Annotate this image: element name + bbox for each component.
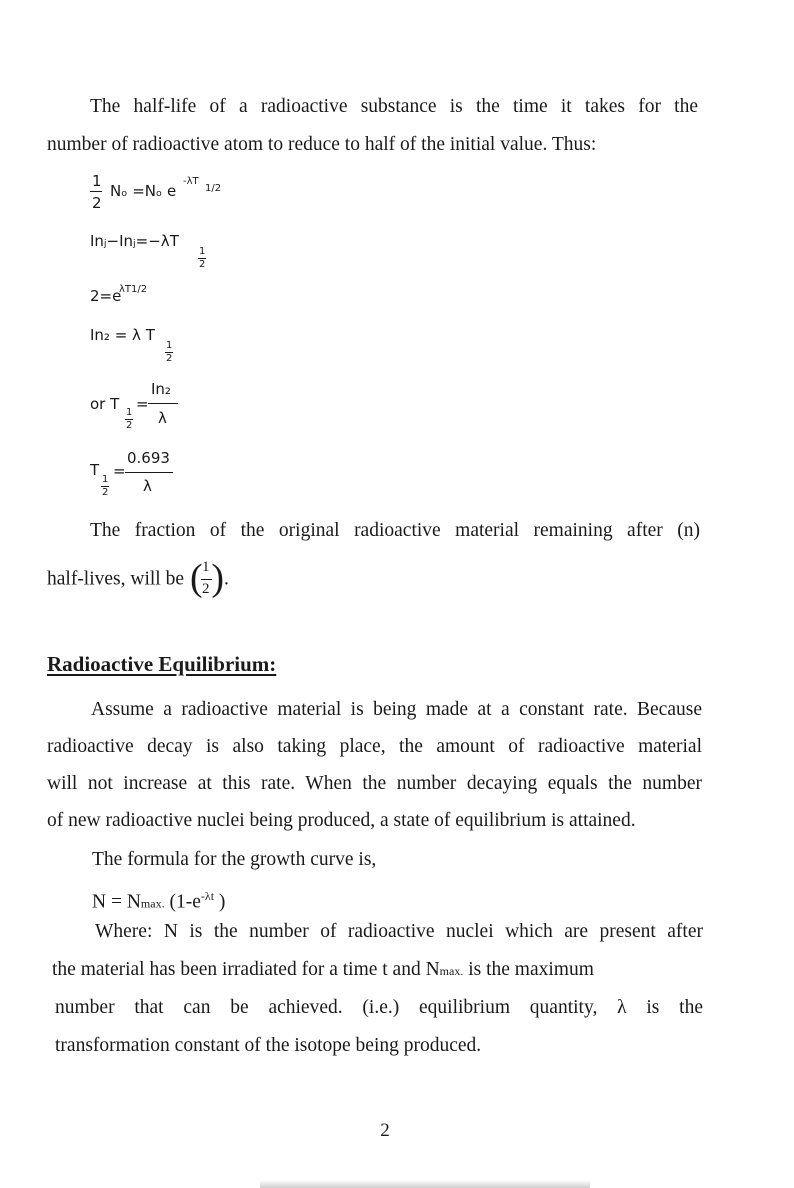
- eq1-body: Nₒ =Nₒ e: [110, 182, 177, 200]
- page-number: 2: [380, 1120, 390, 1141]
- eq3-exp: λT1/2: [119, 284, 148, 295]
- formula-rhs: (1-e: [164, 891, 201, 913]
- eq3-body: 2=e: [90, 287, 122, 305]
- left-paren: (: [190, 557, 203, 599]
- eq1-frac-bar: [90, 191, 102, 192]
- where-line-1: Where: N is the number of radioactive nuclei which are present after: [95, 921, 703, 942]
- formula-intro: The formula for the growth curve is,: [92, 849, 377, 870]
- eq6-frac-bar: [125, 472, 173, 473]
- eq5-sub: 1: [126, 407, 133, 418]
- where-line-2-sub: max.: [439, 964, 464, 978]
- eq6-equals: =: [113, 462, 126, 480]
- formula-lhs: N = N: [92, 891, 141, 913]
- eq4-body: In₂ = λ T: [90, 326, 155, 344]
- section-heading: Radioactive Equilibrium:: [47, 652, 277, 676]
- eq6-prefix: T: [90, 461, 100, 479]
- equilibrium-line-1: Assume a radioactive material is being made at a constant rate. Because: [91, 699, 702, 720]
- equilibrium-line-3: will not increase at this rate. When the number decaying equals the number: [47, 773, 702, 794]
- eq6-denominator: λ: [143, 477, 152, 495]
- fraction-line-2-text: half-lives, will be: [47, 568, 185, 590]
- eq5-frac-bar: [148, 403, 178, 404]
- eq6-sub-den: 2: [102, 487, 109, 498]
- eq1-frac-den: 2: [92, 194, 102, 212]
- half-power-fraction: [190, 557, 225, 600]
- eq1-exp: -λT: [183, 176, 199, 187]
- intro-line-1: The half-life of a radioactive substance is the time it takes for the: [90, 96, 698, 117]
- where-line-3: number that can be achieved. (i.e.) equilibrium quantity, λ is the: [55, 997, 703, 1018]
- eq5-sub-den: 2: [126, 420, 133, 431]
- right-paren: ): [211, 557, 225, 599]
- equilibrium-line-4: of new radioactive nuclei being produced, a state of equilibrium is attained.: [47, 810, 636, 831]
- eq4-sub: 1: [166, 340, 173, 351]
- eq1-exp-frac: 1/2: [205, 183, 222, 194]
- where-line-4: transformation constant of the isotope being produced.: [55, 1035, 482, 1056]
- fraction-line-2-end: .: [224, 568, 229, 590]
- half-num: 1: [202, 559, 210, 575]
- eq6-numerator: 0.693: [127, 449, 170, 467]
- where-line-2-text: the material has been irradiated for a time t and N: [52, 959, 440, 980]
- formula-sub: max.: [140, 896, 165, 911]
- eq5-prefix: or T: [90, 395, 120, 413]
- eq2-sub: 1: [199, 246, 206, 257]
- intro-line-2: number of radioactive atom to reduce to half of the initial value. Thus:: [47, 134, 597, 155]
- formula-close: ): [214, 891, 226, 913]
- fraction-line-2: [47, 557, 447, 600]
- formula-exp: -λt: [200, 889, 215, 903]
- half-den: 2: [202, 581, 210, 597]
- scan-shadow: [260, 1180, 590, 1188]
- equilibrium-line-2: radioactive decay is also taking place, the amount of radioactive material: [47, 736, 702, 757]
- where-line-2-end: is the maximum: [463, 959, 594, 980]
- eq6-sub: 1: [102, 474, 109, 485]
- eq5-equals: =: [136, 395, 149, 413]
- eq5-numerator: In₂: [151, 380, 171, 398]
- eq2-body: Inⱼ−Inⱼ=−λT: [90, 232, 179, 250]
- where-line-2: [52, 951, 712, 990]
- fraction-line-1: The fraction of the original radioactive material remaining after (n): [90, 520, 700, 541]
- eq4-sub-den: 2: [166, 353, 173, 364]
- eq2-sub-den: 2: [199, 259, 206, 270]
- eq1-frac-num: 1: [92, 172, 102, 190]
- eq5-denominator: λ: [158, 409, 167, 427]
